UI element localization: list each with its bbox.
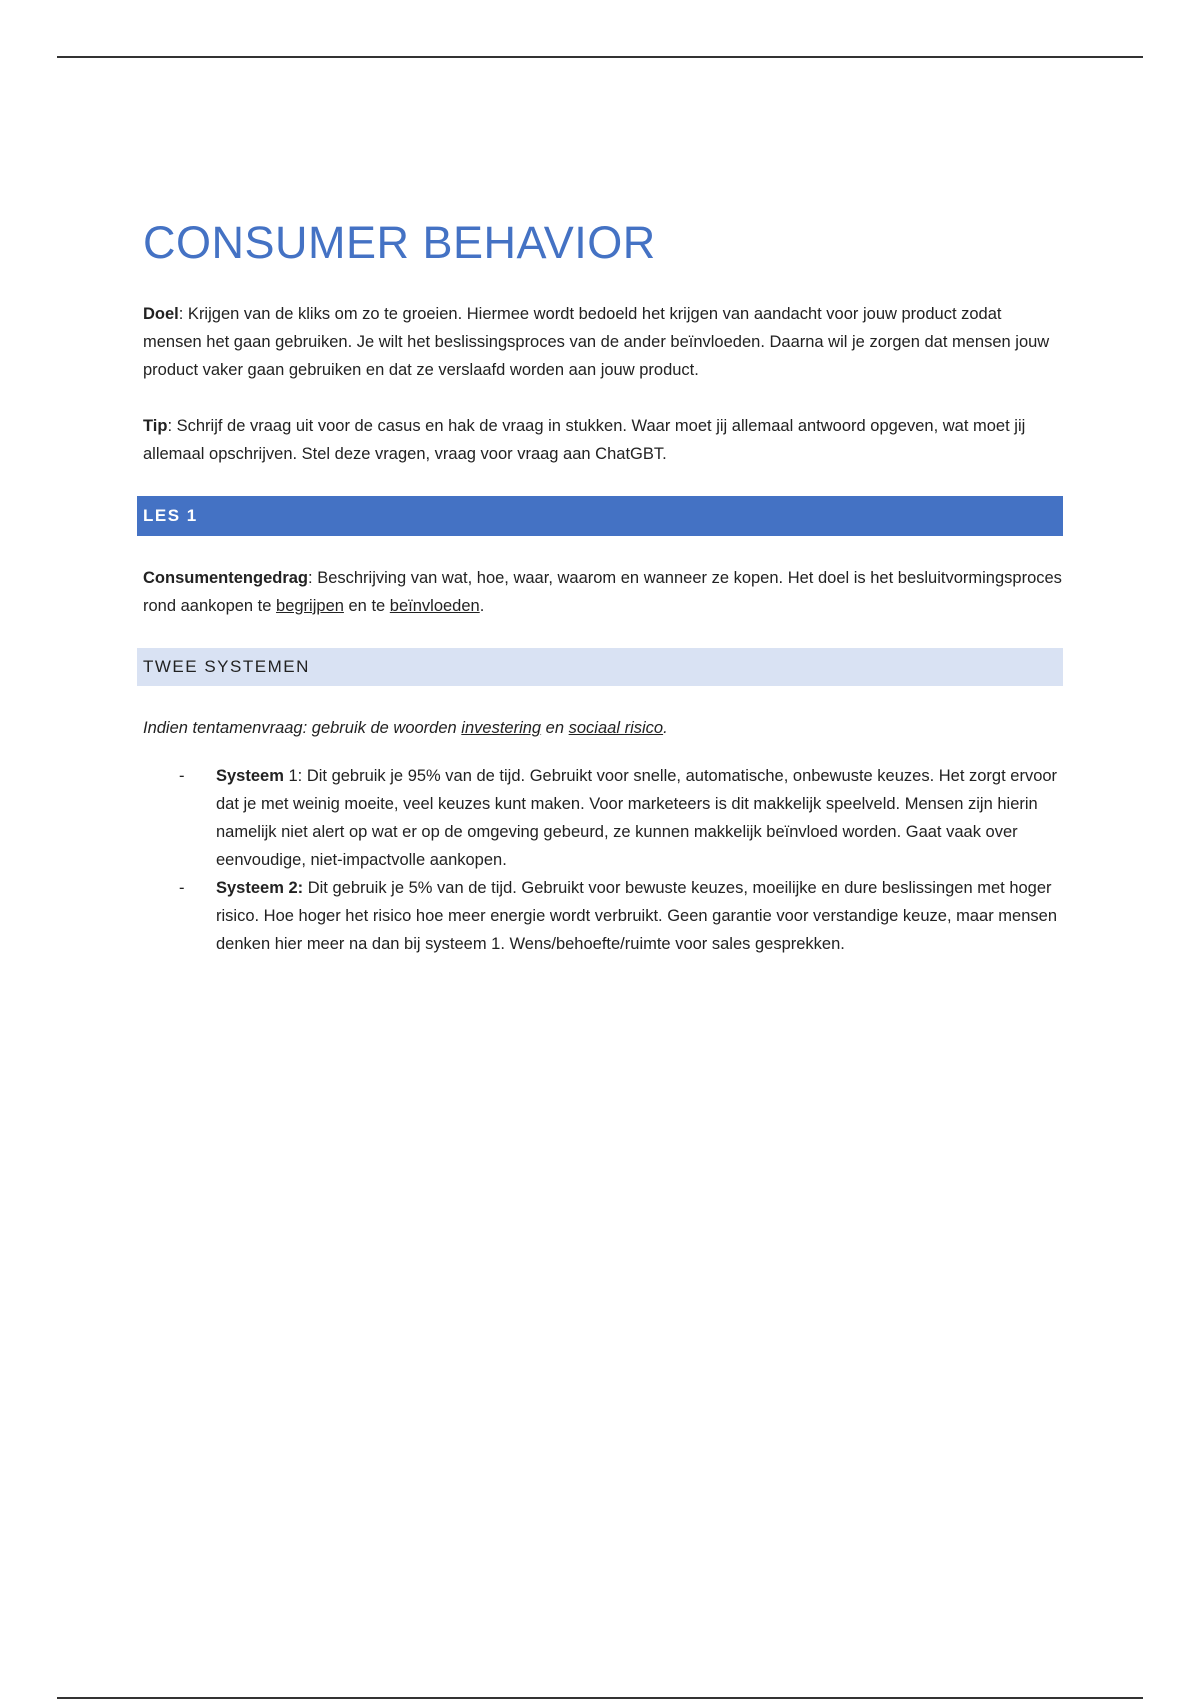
underlined-begrijpen: begrijpen bbox=[276, 596, 344, 615]
list-item-systeem-1 bbox=[143, 762, 1063, 874]
header-rule bbox=[57, 56, 1143, 58]
intro-text-middle: en bbox=[541, 718, 569, 737]
underlined-sociaal-risico: sociaal risico bbox=[568, 718, 664, 737]
systeem-2-label: Systeem 2: bbox=[216, 878, 304, 897]
intro-text-before: Indien tentamenvraag: gebruik de woorden bbox=[143, 718, 462, 737]
systems-list bbox=[143, 762, 1063, 958]
doel-label: Doel bbox=[143, 304, 179, 323]
systeem-1-text: 1: Dit gebruik je 95% van de tijd. Gebruikt voor snelle, automatische, onbewuste keuzes. Het zorgt ervoor dat je met weinig moeite, veel keuzes kunt maken. Voor marketeers is dit makkelijk speelveld. Mensen zijn hierin namelijk niet alert op wat er op de omgeving gebeurd, ze kunnen makkelijk beïnvloed worden. Gaat vaak over eenvoudige, niet-impactvolle aankopen. bbox=[216, 766, 1058, 869]
bullet-dash: - bbox=[179, 766, 185, 785]
document-title: CONSUMER BEHAVIOR bbox=[143, 217, 656, 268]
doel-text: : Krijgen van de kliks om zo te groeien. Hiermee wordt bedoeld het krijgen van aandacht voor jouw product zodat mensen het gaan gebruiken. Je wilt het beslissingsproces van de ander beïnvloeden. Daarna wil je zorgen dat mensen jouw product vaker gaan gebruiken en dat ze verslaafd worden aan jouw product. bbox=[143, 304, 1050, 379]
definition-text-before: : Beschrijving van wat, hoe, waar, waarom en wanneer ze kopen. Het doel is het besluitvormingsproces rond aankopen te bbox=[143, 568, 1062, 615]
tip-text: : Schrijf de vraag uit voor de casus en hak de vraag in stukken. Waar moet jij allemaal antwoord opgeven, wat moet jij allemaal opschrijven. Stel deze vragen, vraag voor vraag aan ChatGBT. bbox=[143, 416, 1026, 463]
document-body bbox=[143, 218, 1063, 958]
heading-twee-systemen: TWEE SYSTEMEN bbox=[137, 648, 1063, 686]
systeem-2-text: Dit gebruik je 5% van de tijd. Gebruikt voor bewuste keuzes, moeilijke en dure beslissingen met hoger risico. Hoe hoger het risico hoe meer energie wordt verbruikt. Geen garantie voor verstandige keuze, maar mensen denken hier meer na dan bij systeem 1. Wens/behoefte/ruimte voor sales gesprekken. bbox=[216, 878, 1058, 953]
tip-paragraph bbox=[143, 412, 1063, 468]
consumentengedrag-paragraph bbox=[143, 564, 1063, 620]
footer-rule bbox=[57, 1697, 1143, 1699]
definition-text-end: . bbox=[479, 596, 485, 615]
definition-text-middle: en te bbox=[343, 596, 390, 615]
tip-label: Tip bbox=[143, 416, 168, 435]
doel-paragraph bbox=[143, 300, 1063, 384]
consumentengedrag-label: Consumentengedrag bbox=[143, 568, 309, 587]
underlined-beinvloeden: beïnvloeden bbox=[389, 596, 480, 615]
list-item-systeem-2 bbox=[143, 874, 1063, 958]
systeem-1-label: Systeem bbox=[216, 766, 284, 785]
exam-tip-paragraph bbox=[143, 714, 1063, 742]
heading-les-1: LES 1 bbox=[137, 496, 1063, 536]
intro-text-end: . bbox=[663, 718, 668, 737]
underlined-investering: investering bbox=[461, 718, 542, 737]
bullet-dash: - bbox=[179, 878, 185, 897]
